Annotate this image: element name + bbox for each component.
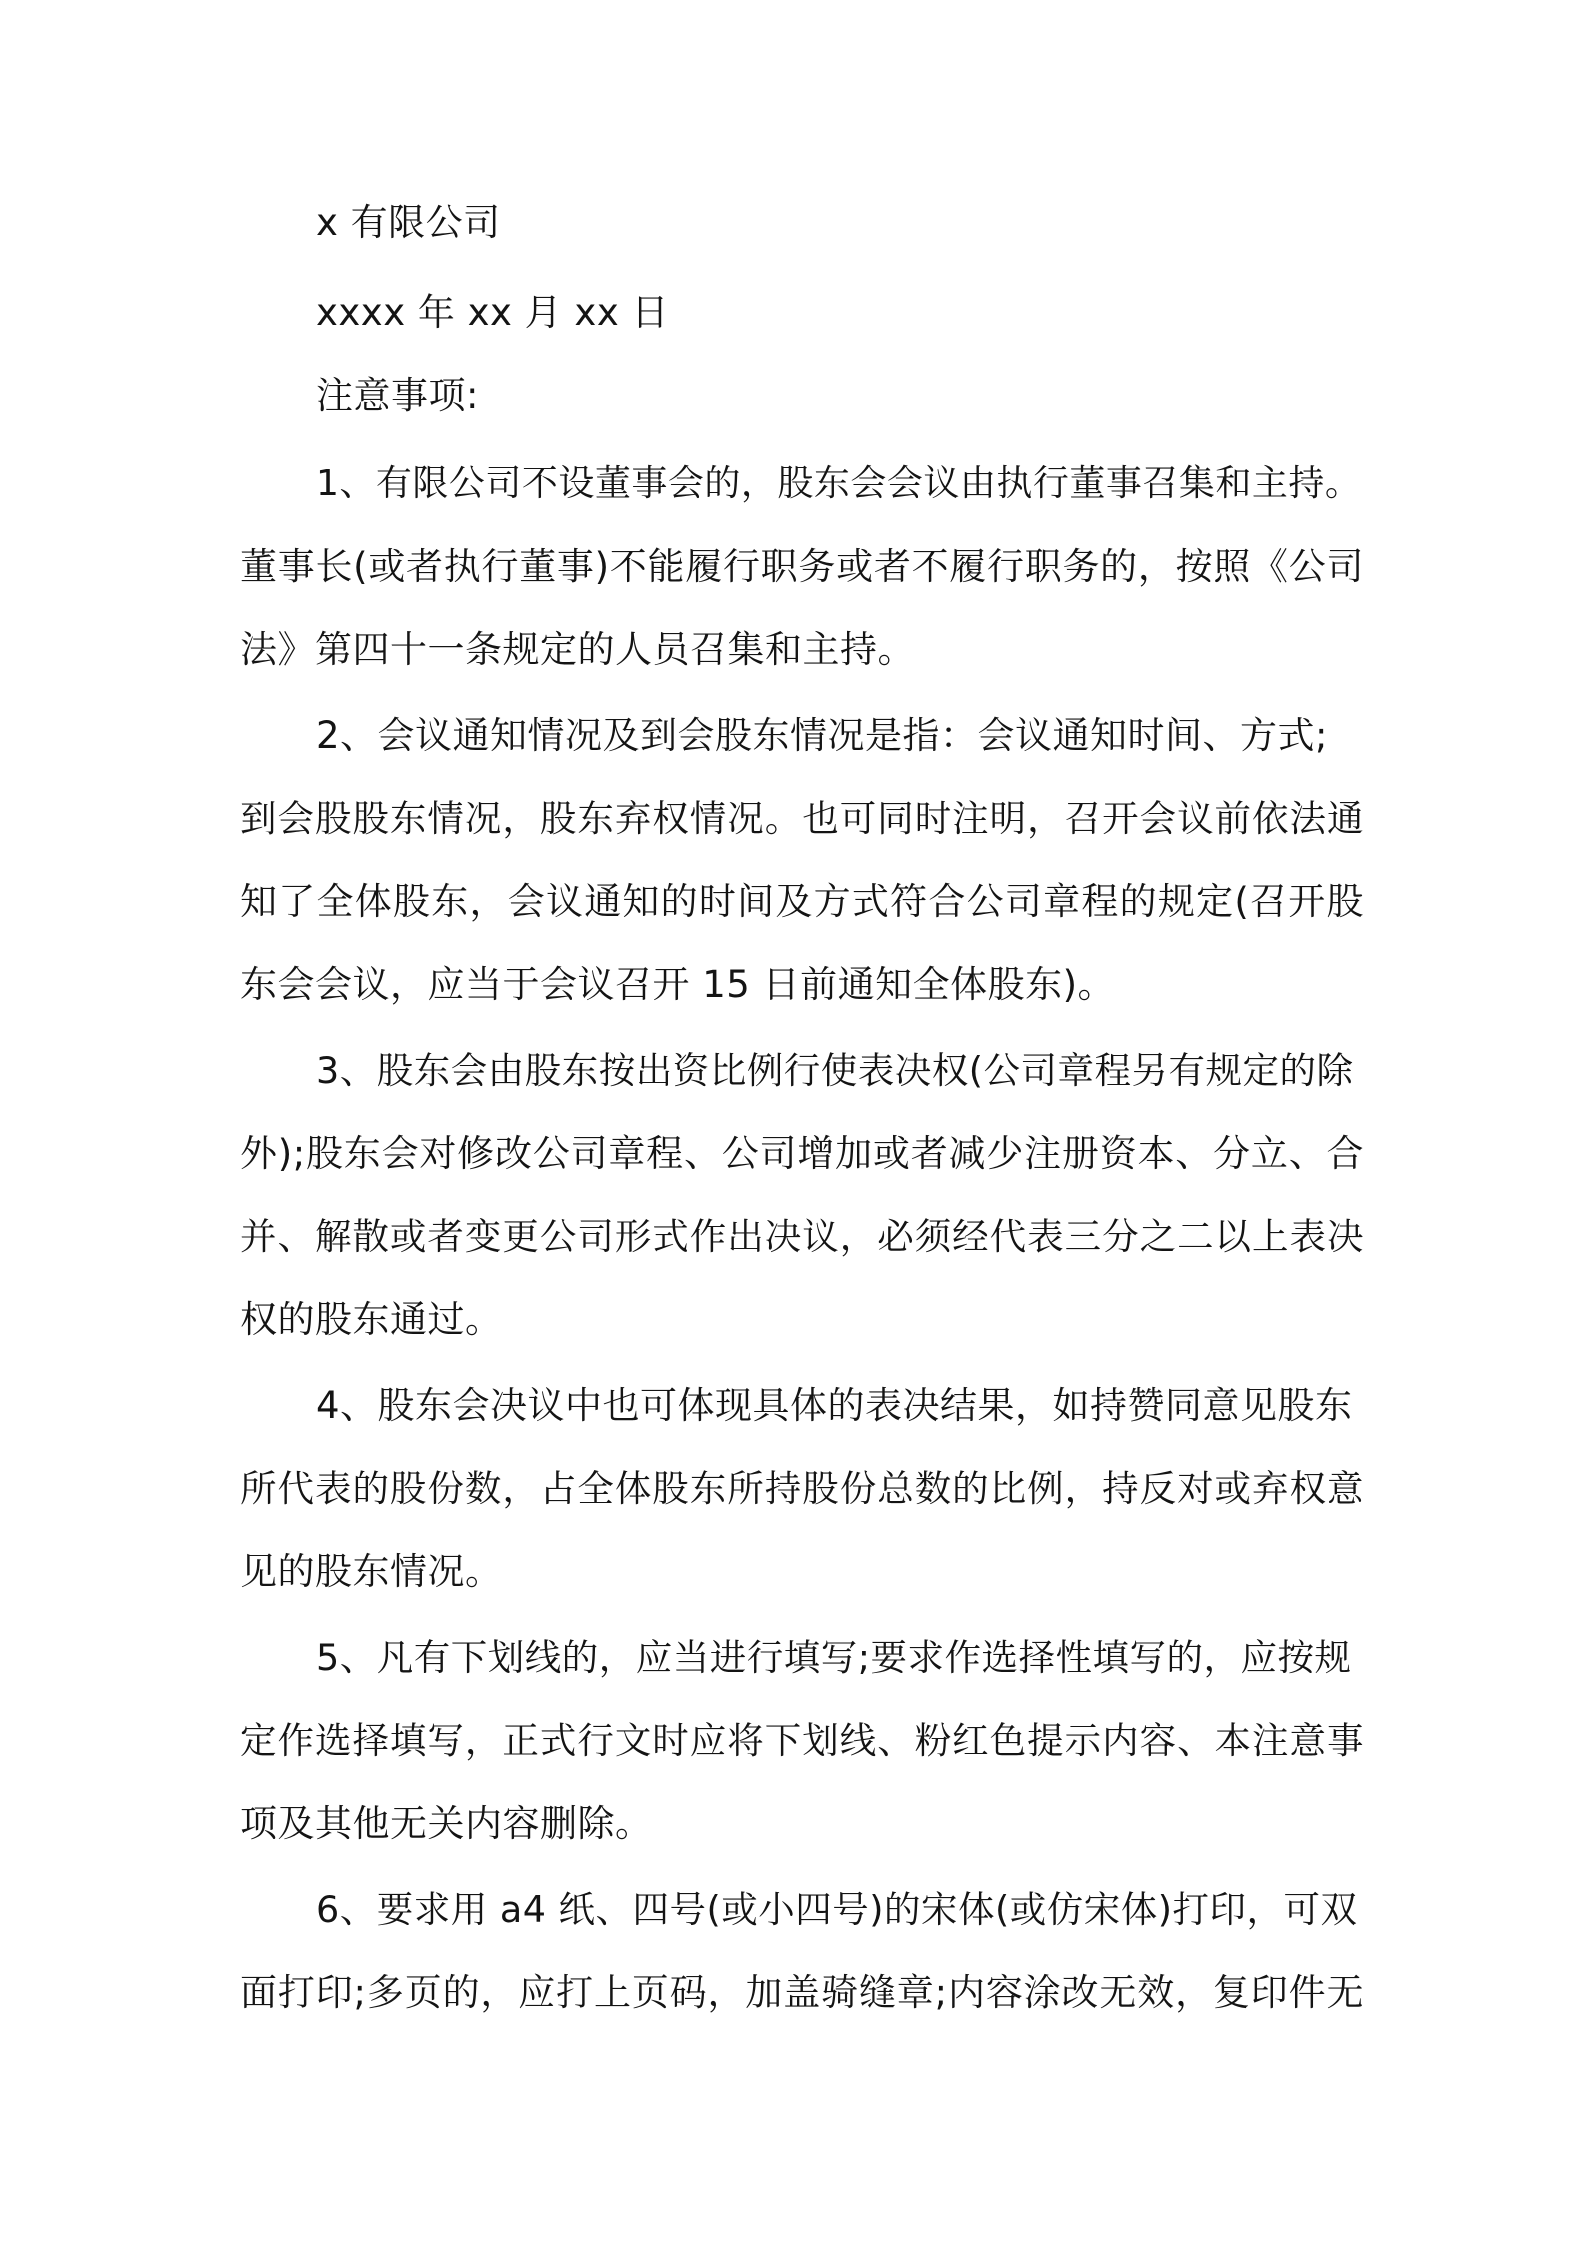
company-name: x 有限公司 [316, 201, 501, 244]
note-line: 董事长(或者执行董事)不能履行职务或者不履行职务的，按照《公司 [240, 545, 1364, 588]
note-line: 5、凡有下划线的，应当进行填写;要求作选择性填写的，应按规 [316, 1636, 1352, 1679]
note-item-5 [240, 1633, 1364, 1849]
notes-title: 注意事项: [316, 374, 479, 417]
note-item-1 [240, 459, 1364, 675]
note-line: 外);股东会对修改公司章程、公司增加或者减少注册资本、分立、合 [240, 1132, 1364, 1175]
note-line: 项及其他无关内容删除。 [240, 1802, 653, 1845]
document-body [240, 198, 1364, 2054]
note-line: 2、会议通知情况及到会股东情况是指：会议通知时间、方式; [316, 714, 1329, 757]
note-line: 所代表的股份数，占全体股东所持股份总数的比例，持反对或弃权意 [240, 1467, 1364, 1510]
note-item-3 [240, 1046, 1364, 1345]
note-line: 见的股东情况。 [240, 1550, 503, 1593]
note-line: 3、股东会由股东按出资比例行使表决权(公司章程另有规定的除 [316, 1049, 1354, 1092]
note-line: 知了全体股东，会议通知的时间及方式符合公司章程的规定(召开股 [240, 880, 1364, 923]
note-line: 法》第四十一条规定的人员召集和主持。 [240, 628, 915, 671]
note-line: 并、解散或者变更公司形式作出决议，必须经代表三分之二以上表决 [240, 1215, 1364, 1258]
note-line: 权的股东通过。 [240, 1298, 503, 1341]
note-line: 到会股股东情况，股东弃权情况。也可同时注明，召开会议前依法通 [240, 797, 1364, 840]
note-line: 东会会议，应当于会议召开 15 日前通知全体股东)。 [240, 963, 1116, 1006]
note-item-2 [240, 711, 1364, 1010]
note-line: 面打印;多页的，应打上页码，加盖骑缝章;内容涂改无效，复印件无 [240, 1971, 1364, 2014]
note-line: 定作选择填写，正式行文时应将下划线、粉红色提示内容、本注意事 [240, 1719, 1364, 1762]
document-date: xxxx 年 xx 月 xx 日 [316, 291, 669, 334]
note-item-6 [240, 1885, 1364, 2018]
note-item-4 [240, 1381, 1364, 1597]
note-line: 4、股东会决议中也可体现具体的表决结果，如持赞同意见股东 [316, 1384, 1353, 1427]
note-line: 6、要求用 a4 纸、四号(或小四号)的宋体(或仿宋体)打印，可双 [316, 1888, 1358, 1931]
note-line: 1、有限公司不设董事会的，股东会会议由执行董事召集和主持。 [316, 463, 1362, 504]
